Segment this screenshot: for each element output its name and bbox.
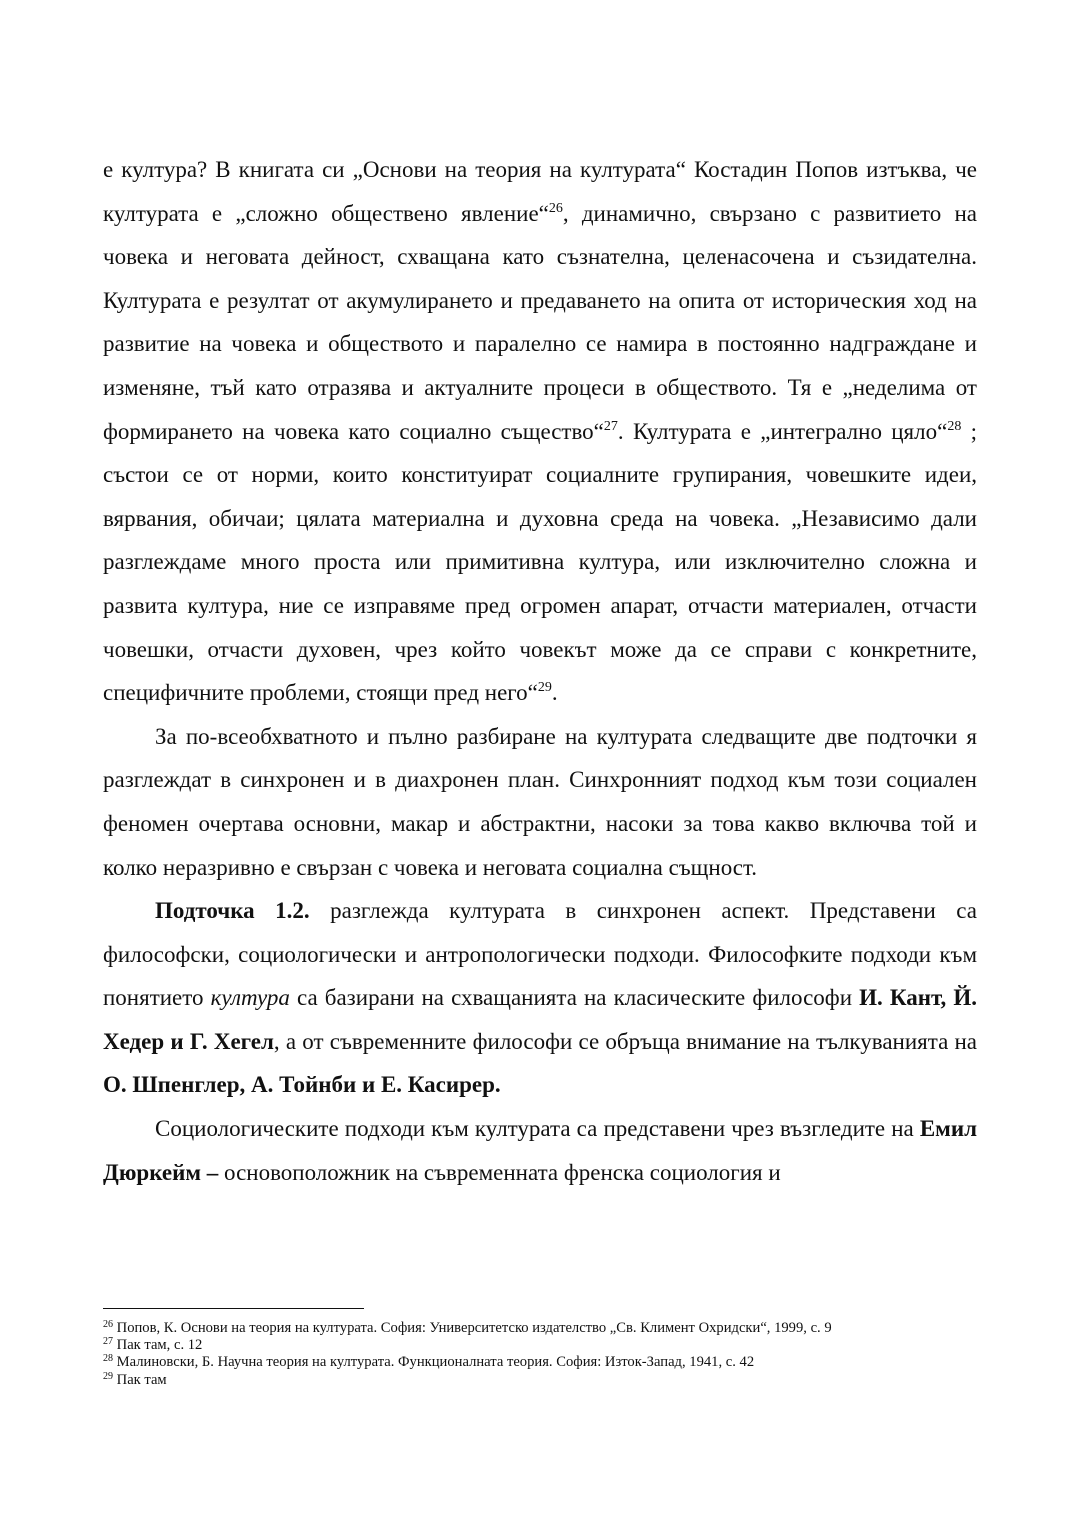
footnote-number: 28 [103,1353,113,1365]
italic-term: култура [210,985,290,1011]
footnote-number: 26 [103,1319,113,1330]
text: е култура? В книгата си „Основи на теория на културата“ Костадин Попов изтъква, че културата е „сложно обществено явление“ [103,157,977,226]
footnote-ref-29[interactable]: 29 [537,680,552,696]
footnote-number: 29 [103,1370,113,1382]
text: ; състои се от норми, които конституират социалните групирания, човешките идеи, вярвания, обичаи; цялата материална и духовна среда на човека. „Независимо дали разглеждаме много проста или примитивна култура, или изключително сложна и развита култура, ние се изправяме пред огромен апарат, отчасти материален, отчасти човешки, отчасти духовен, чрез който човекът може да се справи с конкретните, специфичните проблеми, стоящи пред него“ [103,418,978,706]
paragraph-4 [103,1107,977,1194]
text: разглежда културата в синхронен аспект. Представени са философски, социологически и антропологически подходи. Философките подходи към понятието [103,898,977,1011]
footnote-28 [103,1354,977,1371]
footnote-text: Пак там [113,1371,167,1388]
bold-name: Емил Дюркейм – [103,1116,977,1185]
footnote-text: Пак там, с. 12 [113,1337,203,1354]
footnote-text: Попов, К. Основи на теория на културата. София: Университетско издателство „Св. Климент Охридски“, 1999, с. 9 [113,1320,832,1336]
footnote-27 [103,1337,977,1354]
paragraph-2: За по-всеобхватното и пълно разбиране на културата следващите две подточки я разглеждат в синхронен и в диахронен план. Синхронният подход към този социален феномен очертава основни, макар и абстрактни, насоки за това какво включва той и колко неразривно е свързан с човека и неговата социална същност. [103,723,977,880]
footnote-29 [103,1372,977,1389]
bold-names: И. Кант, Й. Хедер и Г. Хегел [103,985,977,1054]
footnote-text: Малиновски, Б. Научна теория на културата. Функционалната теория. София: Изток-Запад, 1941, с. 42 [113,1354,755,1371]
footnote-26 [103,1320,977,1337]
paragraph-3 [103,889,977,1107]
footnote-ref-26[interactable]: 26 [548,200,563,216]
paragraph-1 [103,148,977,715]
footnote-ref-27[interactable]: 27 [603,418,618,434]
text: , а от съвременните философи се обръща внимание на тълкуванията на [273,1028,978,1054]
text: основоположник на съвременната френска социология и [218,1159,781,1185]
bold-names: О. Шпенглер, А. Тойнби и Е. Касирер. [103,1072,501,1098]
text: . [551,680,558,706]
text: . Културата е „интегрално цяло“ [617,418,948,444]
footnote-separator [103,1308,364,1309]
text: , динамично, свързано с развитието на човека и неговата дейност, схващана като съзнателна, целенасочена и съзидателна. Културата е резултат от акумулирането и предаването на опита от историческия ход на развитие на човека и обществото и паралелно се намира в постоянно надграждане и изменяне, тъй като отразява и актуалните процеси в обществото. Тя е „неделима от формирането на човека като социално същество“ [103,200,978,444]
text: са базирани на схващанията на класическите философи [289,985,860,1011]
document-body [103,148,977,1194]
bold-text: Подточка 1.2. [155,898,310,924]
footnote-number: 27 [103,1336,113,1348]
text: Социологическите подходи към културата са представени чрез възгледите на [155,1116,920,1142]
footnote-ref-28[interactable]: 28 [947,418,962,434]
footnotes [103,1320,977,1389]
